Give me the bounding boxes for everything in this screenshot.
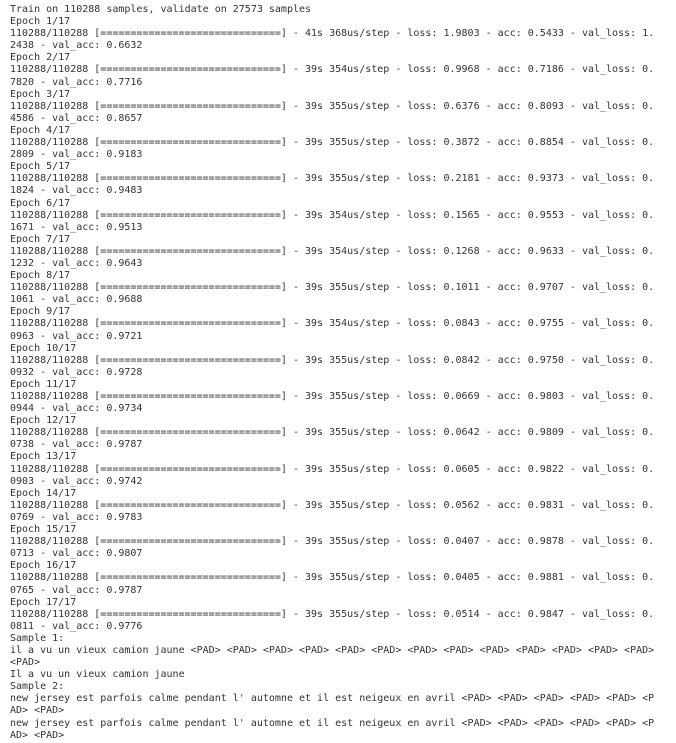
- epoch-header-line: Epoch 7/17: [10, 233, 71, 245]
- epoch-log-section: [10, 16, 676, 633]
- sample-label-line: Sample 1:: [10, 632, 65, 644]
- epoch-progress-line: 110288/110288 [==============================] - 39s 355us/step - loss: 0.0405 - acc: 0.9881 - val_loss: 0.0765 - val_acc: 0.9787: [10, 572, 655, 596]
- epoch-header-line: Epoch 2/17: [10, 52, 71, 64]
- epoch-progress-line: 110288/110288 [==============================] - 41s 368us/step - loss: 1.9803 - acc: 0.5433 - val_loss: 1.2438 - val_acc: 0.6632: [10, 28, 655, 52]
- epoch-progress-line: 110288/110288 [==============================] - 39s 355us/step - loss: 0.2181 - acc: 0.9373 - val_loss: 0.1824 - val_acc: 0.9483: [10, 173, 655, 197]
- epoch-header-line: Epoch 11/17: [10, 378, 77, 390]
- epoch-progress-line: 110288/110288 [==============================] - 39s 355us/step - loss: 0.0562 - acc: 0.9831 - val_loss: 0.0769 - val_acc: 0.9783: [10, 499, 655, 523]
- epoch-header-line: Epoch 9/17: [10, 306, 71, 318]
- sample-prediction-line: new jersey est parfois calme pendant l' automne et il est neigeux en avril <PAD> <PAD> <PAD> <PAD> <PAD> <PAD> <PAD>: [10, 693, 655, 717]
- epoch-header-line: Epoch 16/17: [10, 560, 77, 572]
- epoch-progress-line: 110288/110288 [==============================] - 39s 355us/step - loss: 0.0407 - acc: 0.9878 - val_loss: 0.0713 - val_acc: 0.9807: [10, 536, 655, 560]
- sample-truth-line: Il a vu un vieux camion jaune: [10, 669, 185, 681]
- epoch-header-line: Epoch 1/17: [10, 16, 71, 28]
- epoch-header-line: Epoch 3/17: [10, 88, 71, 100]
- epoch-header-line: Epoch 14/17: [10, 487, 77, 499]
- epoch-progress-line: 110288/110288 [==============================] - 39s 354us/step - loss: 0.9968 - acc: 0.7186 - val_loss: 0.7820 - val_acc: 0.7716: [10, 64, 655, 88]
- epoch-header-line: Epoch 5/17: [10, 161, 71, 173]
- epoch-header-line: Epoch 12/17: [10, 415, 77, 427]
- epoch-header-line: Epoch 13/17: [10, 451, 77, 463]
- epoch-header-line: Epoch 17/17: [10, 596, 77, 608]
- epoch-header-line: Epoch 15/17: [10, 524, 77, 536]
- epoch-progress-line: 110288/110288 [==============================] - 39s 354us/step - loss: 0.1268 - acc: 0.9633 - val_loss: 0.1232 - val_acc: 0.9643: [10, 245, 655, 269]
- epoch-header-line: Epoch 4/17: [10, 124, 71, 136]
- epoch-header-line: Epoch 10/17: [10, 342, 77, 354]
- epoch-progress-line: 110288/110288 [==============================] - 39s 355us/step - loss: 0.0514 - acc: 0.9847 - val_loss: 0.0811 - val_acc: 0.9776: [10, 608, 655, 632]
- epoch-progress-line: 110288/110288 [==============================] - 39s 355us/step - loss: 0.1011 - acc: 0.9707 - val_loss: 0.1061 - val_acc: 0.9688: [10, 282, 655, 306]
- sample-prediction-line: il a vu un vieux camion jaune <PAD> <PAD> <PAD> <PAD> <PAD> <PAD> <PAD> <PAD> <PAD> <PAD> <PAD> <PAD> <PAD> <PAD>: [10, 644, 661, 669]
- epoch-progress-line: 110288/110288 [==============================] - 39s 355us/step - loss: 0.0669 - acc: 0.9803 - val_loss: 0.0944 - val_acc: 0.9734: [10, 391, 655, 415]
- epoch-progress-line: 110288/110288 [==============================] - 39s 355us/step - loss: 0.0642 - acc: 0.9809 - val_loss: 0.0738 - val_acc: 0.9787: [10, 427, 655, 451]
- sample-label-line: Sample 2:: [10, 681, 65, 693]
- epoch-progress-line: 110288/110288 [==============================] - 39s 354us/step - loss: 0.0843 - acc: 0.9755 - val_loss: 0.0963 - val_acc: 0.9721: [10, 318, 655, 342]
- train-summary-line: Train on 110288 samples, validate on 27573 samples: [10, 4, 312, 15]
- epoch-header-line: Epoch 8/17: [10, 270, 71, 282]
- epoch-progress-line: 110288/110288 [==============================] - 39s 355us/step - loss: 0.3872 - acc: 0.8854 - val_loss: 0.2809 - val_acc: 0.9183: [10, 137, 655, 161]
- epoch-progress-line: 110288/110288 [==============================] - 39s 355us/step - loss: 0.0605 - acc: 0.9822 - val_loss: 0.0903 - val_acc: 0.9742: [10, 463, 655, 487]
- sample-predictions-section: [10, 633, 676, 742]
- epoch-progress-line: 110288/110288 [==============================] - 39s 355us/step - loss: 0.0842 - acc: 0.9750 - val_loss: 0.0932 - val_acc: 0.9728: [10, 354, 655, 378]
- epoch-progress-line: 110288/110288 [==============================] - 39s 354us/step - loss: 0.1565 - acc: 0.9553 - val_loss: 0.1671 - val_acc: 0.9513: [10, 209, 655, 233]
- sample-truth-line: new jersey est parfois calme pendant l' automne et il est neigeux en avril <PAD> <PAD> <PAD> <PAD> <PAD> <PAD> <PAD>: [10, 717, 655, 741]
- epoch-progress-line: 110288/110288 [==============================] - 39s 355us/step - loss: 0.6376 - acc: 0.8093 - val_loss: 0.4586 - val_acc: 0.8657: [10, 100, 655, 124]
- epoch-header-line: Epoch 6/17: [10, 197, 71, 209]
